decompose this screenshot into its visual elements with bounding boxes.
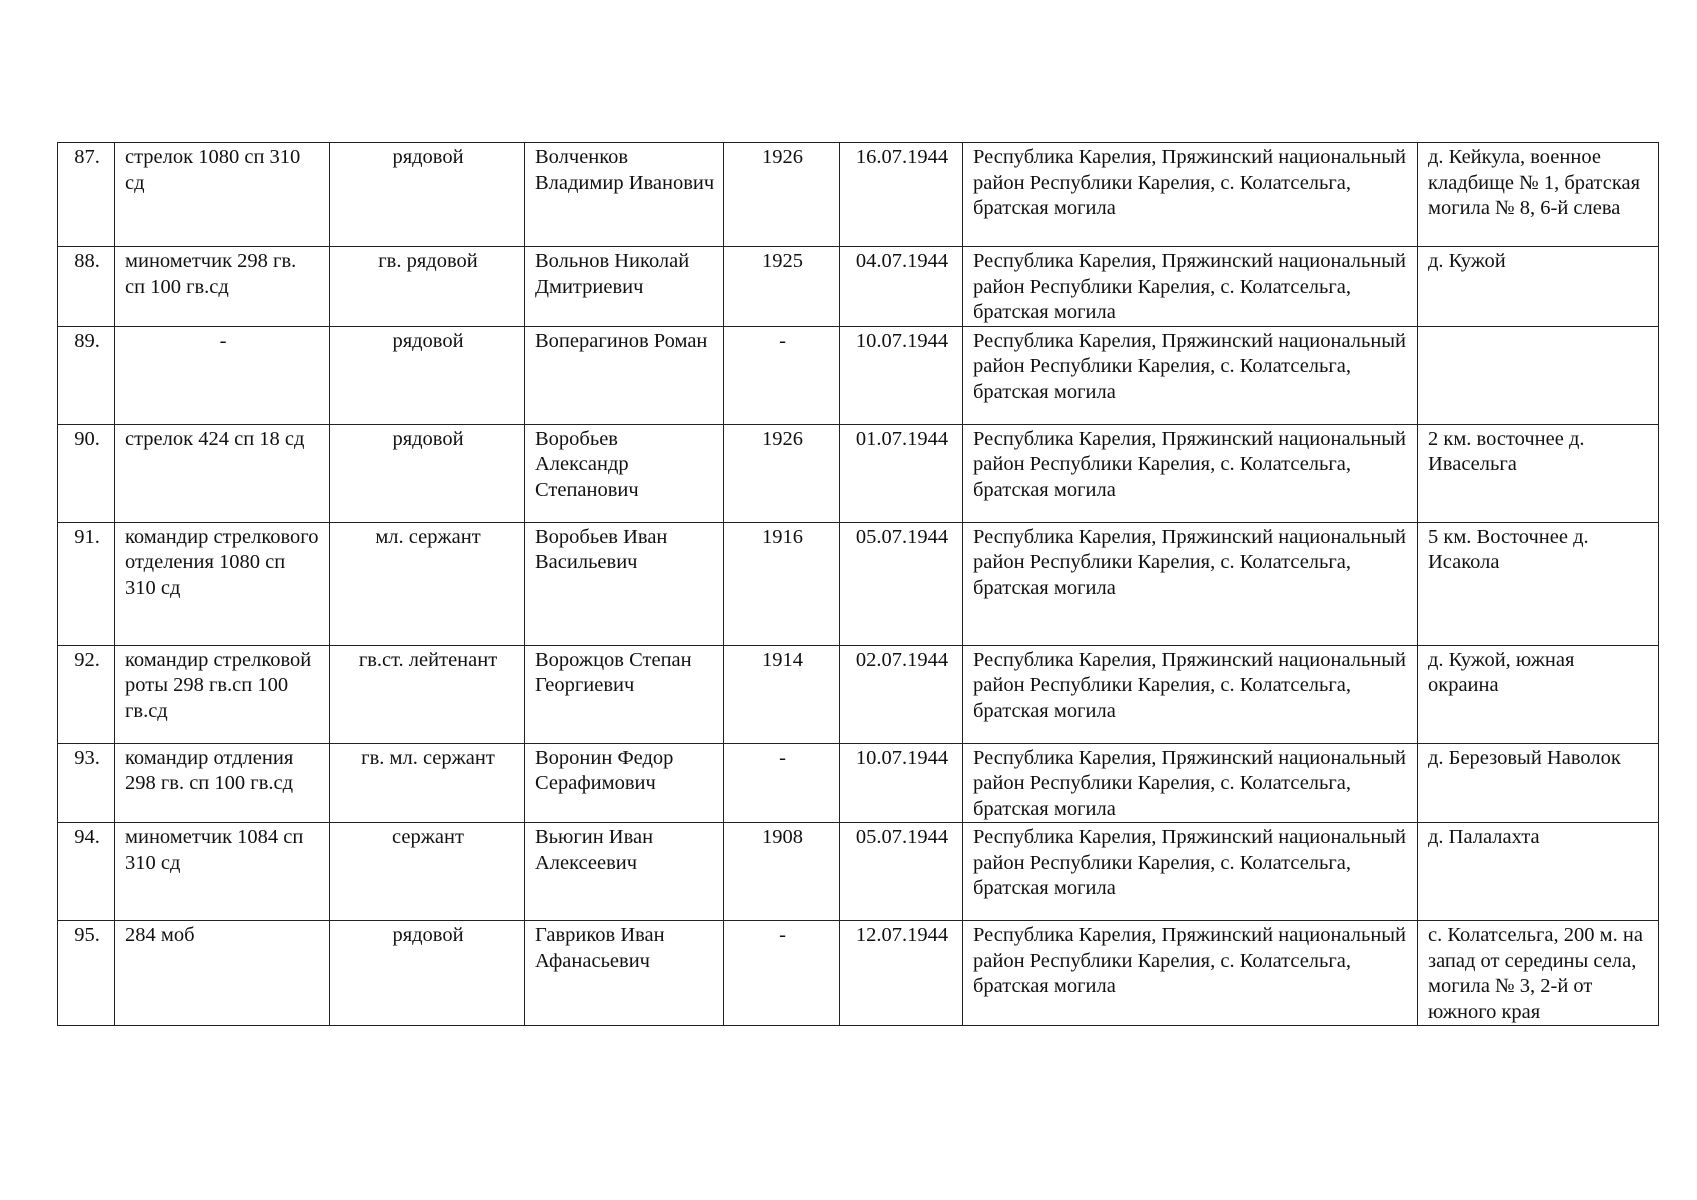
birth-year: 1925 (724, 247, 840, 327)
primary-burial-place: 5 км. Восточнее д. Исакола (1418, 522, 1659, 645)
full-name: Воронин Федор Серафимович (525, 743, 724, 823)
full-name: Гавриков Иван Афанасьевич (525, 921, 724, 1026)
death-date: 02.07.1944 (840, 645, 963, 743)
unit-position: 284 моб (115, 921, 330, 1026)
table-row (58, 247, 1659, 327)
military-rank: рядовой (330, 424, 525, 522)
military-rank: сержант (330, 823, 525, 921)
birth-year: 1916 (724, 522, 840, 645)
burial-location: Республика Карелия, Пряжинский национальный район Республики Карелия, с. Колатсельга, братская могила (963, 143, 1418, 247)
full-name: Воробьев Александр Степанович (525, 424, 724, 522)
death-date: 16.07.1944 (840, 143, 963, 247)
table-row (58, 143, 1659, 247)
row-number: 95. (58, 921, 115, 1026)
death-date: 05.07.1944 (840, 522, 963, 645)
primary-burial-place: 2 км. восточнее д. Ивасельга (1418, 424, 1659, 522)
birth-year: - (724, 921, 840, 1026)
full-name: Воперагинов Роман (525, 326, 724, 424)
birth-year: 1914 (724, 645, 840, 743)
death-date: 04.07.1944 (840, 247, 963, 327)
full-name: Вольнов Николай Дмитриевич (525, 247, 724, 327)
military-rank: рядовой (330, 143, 525, 247)
burial-location: Республика Карелия, Пряжинский национальный район Республики Карелия, с. Колатсельга, братская могила (963, 326, 1418, 424)
primary-burial-place: д. Кужой (1418, 247, 1659, 327)
row-number: 87. (58, 143, 115, 247)
burial-location: Республика Карелия, Пряжинский национальный район Республики Карелия, с. Колатсельга, братская могила (963, 743, 1418, 823)
burial-location: Республика Карелия, Пряжинский национальный район Республики Карелия, с. Колатсельга, братская могила (963, 424, 1418, 522)
military-rank: гв. мл. сержант (330, 743, 525, 823)
birth-year: 1908 (724, 823, 840, 921)
unit-position: командир стрелкового отделения 1080 сп 310 сд (115, 522, 330, 645)
military-rank: рядовой (330, 921, 525, 1026)
death-date: 10.07.1944 (840, 326, 963, 424)
death-date: 12.07.1944 (840, 921, 963, 1026)
full-name: Волченков Владимир Иванович (525, 143, 724, 247)
row-number: 92. (58, 645, 115, 743)
row-number: 93. (58, 743, 115, 823)
primary-burial-place: д. Кужой, южная окраина (1418, 645, 1659, 743)
row-number: 94. (58, 823, 115, 921)
primary-burial-place: с. Колатсельга, 200 м. на запад от середины села, могила № 3, 2-й от южного края (1418, 921, 1659, 1026)
military-rank: гв.ст. лейтенант (330, 645, 525, 743)
primary-burial-place: д. Березовый Наволок (1418, 743, 1659, 823)
primary-burial-place (1418, 326, 1659, 424)
birth-year: - (724, 743, 840, 823)
death-date: 01.07.1944 (840, 424, 963, 522)
death-date: 05.07.1944 (840, 823, 963, 921)
burial-location: Республика Карелия, Пряжинский национальный район Республики Карелия, с. Колатсельга, братская могила (963, 247, 1418, 327)
birth-year: - (724, 326, 840, 424)
table-row (58, 743, 1659, 823)
military-rank: рядовой (330, 326, 525, 424)
birth-year: 1926 (724, 143, 840, 247)
burial-location: Республика Карелия, Пряжинский национальный район Республики Карелия, с. Колатсельга, братская могила (963, 921, 1418, 1026)
military-rank: мл. сержант (330, 522, 525, 645)
full-name: Ворожцов Степан Георгиевич (525, 645, 724, 743)
birth-year: 1926 (724, 424, 840, 522)
primary-burial-place: д. Кейкула, военное кладбище № 1, братская могила № 8, 6-й слева (1418, 143, 1659, 247)
table-row (58, 326, 1659, 424)
table-row (58, 424, 1659, 522)
full-name: Воробьев Иван Васильевич (525, 522, 724, 645)
table-row (58, 645, 1659, 743)
death-date: 10.07.1944 (840, 743, 963, 823)
unit-position: стрелок 1080 сп 310 сд (115, 143, 330, 247)
row-number: 89. (58, 326, 115, 424)
row-number: 88. (58, 247, 115, 327)
burial-location: Республика Карелия, Пряжинский национальный район Республики Карелия, с. Колатсельга, братская могила (963, 823, 1418, 921)
unit-position: минометчик 298 гв. сп 100 гв.сд (115, 247, 330, 327)
row-number: 91. (58, 522, 115, 645)
burial-registry-table (57, 142, 1659, 1026)
table-row (58, 823, 1659, 921)
primary-burial-place: д. Палалахта (1418, 823, 1659, 921)
military-rank: гв. рядовой (330, 247, 525, 327)
unit-position: минометчик 1084 сп 310 сд (115, 823, 330, 921)
table-row (58, 522, 1659, 645)
unit-position: командир стрелковой роты 298 гв.сп 100 гв.сд (115, 645, 330, 743)
table-row (58, 921, 1659, 1026)
unit-position: командир отдления 298 гв. сп 100 гв.сд (115, 743, 330, 823)
unit-position: стрелок 424 сп 18 сд (115, 424, 330, 522)
full-name: Вьюгин Иван Алексеевич (525, 823, 724, 921)
burial-location: Республика Карелия, Пряжинский национальный район Республики Карелия, с. Колатсельга, братская могила (963, 645, 1418, 743)
unit-position: - (115, 326, 330, 424)
burial-location: Республика Карелия, Пряжинский национальный район Республики Карелия, с. Колатсельга, братская могила (963, 522, 1418, 645)
row-number: 90. (58, 424, 115, 522)
